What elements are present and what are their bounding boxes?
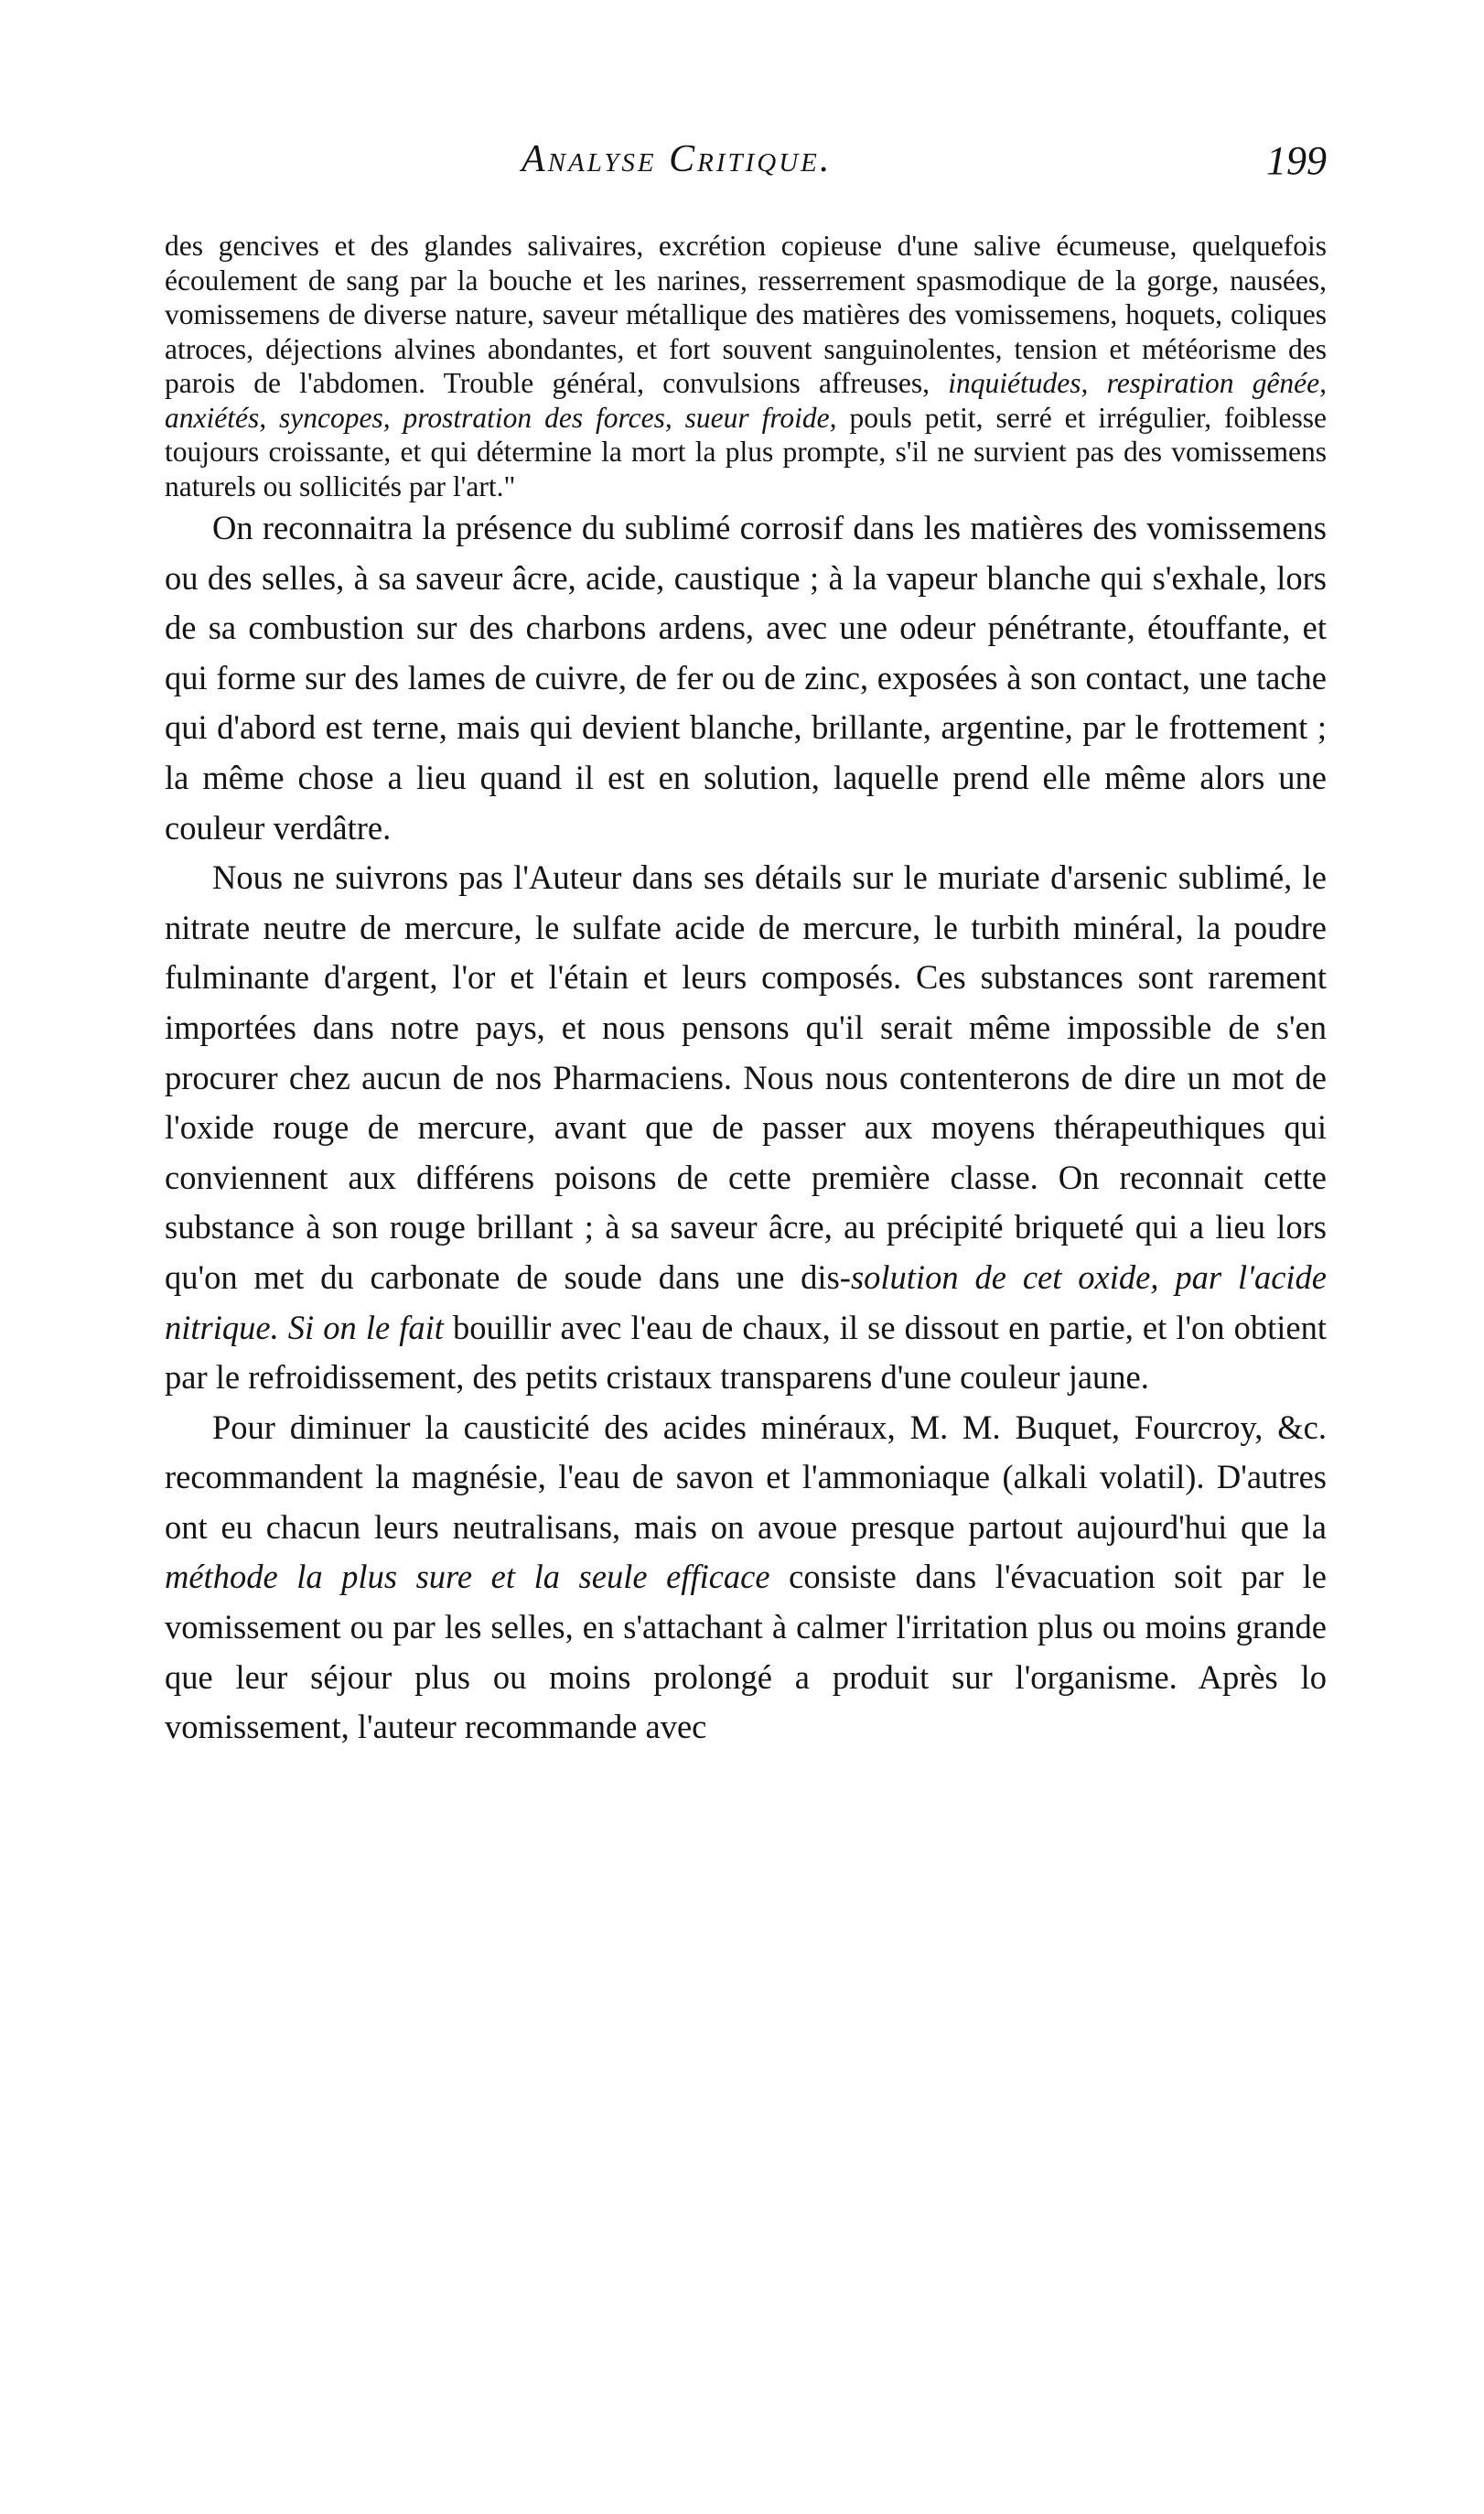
paragraph-2-end: bouillir avec l'eau de chaux, il se dissout en partie, et l'on obtient par le refroidissement, des petits cristaux transparens d'une couleur jaune. [165, 1308, 1328, 1397]
quote-text-1: des gencives et des glandes salivaires, excrétion copieuse d'une salive écumeuse, quelquefois écoulement de sang par la bouche et les narines, resserrement spasmodique de la gorge, nausées, vomissemens de diverse nature, saveur métallique des matières des vomissemens, hoquets, coliques atroces, déjections alvines abondantes, et fort souvent sanguinolentes, tension et météorisme des parois de l'abdomen. Trouble général, convulsions affreuses, [165, 230, 1327, 399]
paragraph-3-end: consiste dans l'évacuation soit par le vomissement ou par les selles, en s'attachant à calmer l'irritation plus ou moins grande que leur séjour plus ou moins prolongé a produit sur l'organisme. Après lo vomissement, l'auteur recommande avec [165, 1558, 1327, 1746]
paragraph-2-text: Nous ne suivrons pas l'Auteur dans ses détails sur le muriate d'arsenic sublimé, le nitrate neutre de mercure, le sulfate acide de mercure, le turbith minéral, la poudre fulminante d'argent, l'or et l'étain et leurs composés. Ces substances sont rarement importées dans notre pays, et nous pensons qu'il serait même impossible de s'en procurer chez aucun de nos Pharmaciens. Nous nous contenterons de dire un mot de l'oxide rouge de mercure, avant que de passer aux moyens thérapeuthiques qui conviennent aux différens poisons de cette première classe. On reconnait cette substance à son rouge brillant ; à sa saveur âcre, au précipité briqueté qui a lieu lors qu'on met du carbonate de soude dans une dis- [165, 858, 1327, 1296]
paragraph-mercury-compounds [165, 853, 1327, 1403]
paragraph-2-italic: solution de cet oxide, par l'acide nitrique. Si on le fait [165, 1257, 1327, 1346]
paragraph-mineral-acids [165, 1403, 1327, 1753]
quote-text-2: pouls petit, serré et irrégulier, foiblesse toujours croissante, et qui détermine la mort la plus prompte, s'il ne survient pas des vomissemens naturels ou sollicités par l'art." [165, 401, 1328, 502]
paragraph-3-italic: méthode la plus sure et la seule efficace [165, 1558, 770, 1596]
paragraph-sublime-corrosif: On reconnaitra la présence du sublimé corrosif dans les matières des vomissemens ou des selles, à sa saveur âcre, acide, caustique ; à la vapeur blanche qui s'exhale, lors de sa combustion sur des charbons ardens, avec une odeur pénétrante, étouffante, et qui forme sur des lames de cuivre, de fer ou de zinc, exposées à son contact, une tache qui d'abord est terne, mais qui devient blanche, brillante, argentine, par le frottement ; la même chose a lieu quand il est en solution, laquelle prend elle même alors une couleur verdâtre. [165, 509, 1327, 847]
quoted-symptoms-paragraph [165, 229, 1327, 503]
paragraph-3-text: Pour diminuer la causticité des acides minéraux, M. M. Buquet, Fourcroy, &c. recommandent la magnésie, l'eau de savon et l'ammoniaque (alkali volatil). D'autres ont eu chacun leurs neutralisans, mais on avoue presque partout aujourd'hui que la [165, 1408, 1327, 1546]
quote-italic-1: inquiétudes, respiration gênée, anxiétés, syncopes, prostration des forces, sueur froide, [165, 367, 1328, 434]
page-body [165, 229, 1327, 1753]
page-number: 199 [1266, 138, 1327, 183]
running-head [165, 137, 1327, 183]
running-title: Analyse Critique. [522, 138, 833, 180]
